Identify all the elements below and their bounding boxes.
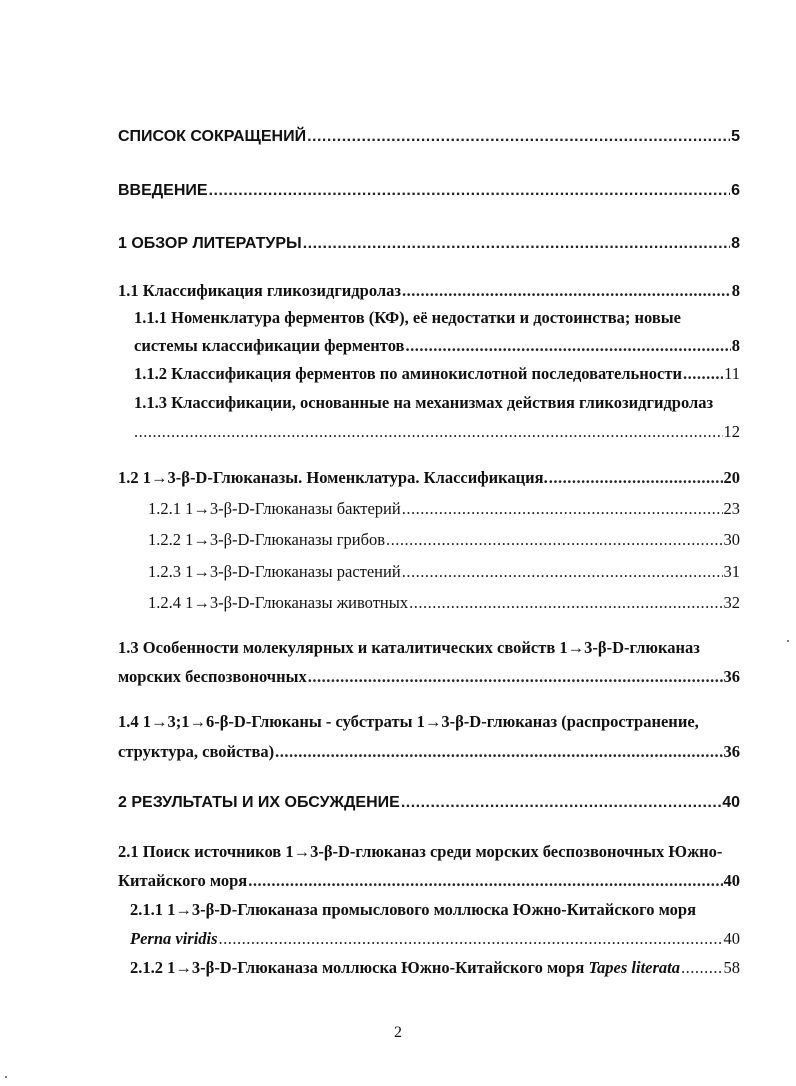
toc-page: 40 [723, 871, 740, 890]
scan-speck [5, 1076, 7, 1078]
toc-entry-chapter-2[interactable] [118, 794, 740, 812]
toc-title: Китайского моря [118, 871, 248, 890]
leader-dots [683, 364, 723, 384]
toc-page: 8 [731, 235, 740, 252]
toc-entry-chapter-1[interactable] [118, 235, 740, 253]
toc-entry-1-2[interactable] [118, 468, 740, 488]
leader-dots [134, 422, 723, 442]
toc-page: 11 [724, 364, 740, 383]
toc-page: 40 [723, 929, 740, 948]
toc-title-species: Perna viridis [130, 929, 218, 948]
toc-title: 1.2 1→3-β-D-Глюканазы. Номенклатура. Классификация. [118, 468, 548, 487]
toc-entry-introduction[interactable] [118, 182, 740, 200]
toc-title: 1.1.2 Классификация ферментов по аминокислотной последовательности [134, 364, 682, 383]
toc-entry-2-1-line1[interactable]: 2.1 Поиск источников 1→3-β-D-глюканаз среди морских беспозвоночных Южно- [118, 842, 723, 861]
toc-page: 30 [723, 530, 740, 549]
toc-entry-1-1-3-line1[interactable]: 1.1.3 Классификации, основанные на механизмах действия гликозидгидролаз [134, 393, 714, 412]
leader-dots [402, 281, 731, 301]
toc-title: системы классификации ферментов [134, 336, 405, 355]
toc-title: СПИСОК СОКРАЩЕНИЙ [118, 128, 307, 145]
toc-entry-1-2-3[interactable] [148, 562, 740, 582]
toc-page: 23 [723, 499, 740, 518]
toc-entry-1-2-1[interactable] [148, 499, 740, 519]
leader-dots [219, 929, 723, 949]
toc-page: 5 [731, 128, 740, 145]
leader-dots [405, 336, 730, 356]
toc-page: 31 [723, 562, 740, 581]
toc-page: 12 [723, 422, 740, 441]
leader-dots [401, 794, 721, 812]
toc-page: 40 [722, 794, 740, 811]
toc-entry-1-1-1[interactable] [134, 336, 740, 356]
leader-dots [308, 667, 723, 687]
leader-dots [409, 593, 722, 613]
toc-page: 36 [723, 667, 740, 686]
toc-page: 32 [723, 593, 740, 612]
leader-dots [307, 128, 730, 146]
leader-dots [275, 742, 722, 762]
toc-entry-2-1-1[interactable] [130, 929, 740, 949]
toc-title: 1 ОБЗОР ЛИТЕРАТУРЫ [118, 235, 302, 252]
toc-title: морских беспозвоночных [118, 667, 307, 686]
toc-entry-1-1[interactable] [118, 281, 740, 301]
toc-title-species: Tapes literata [588, 958, 680, 977]
toc-entry-1-2-2[interactable] [148, 530, 740, 550]
toc-entry-abbreviations[interactable] [118, 128, 740, 146]
toc-entry-1-4-line1[interactable]: 1.4 1→3;1→6-β-D-Глюканы - субстраты 1→3-β-D-глюканаз (распространение, [118, 712, 699, 731]
leader-dots [681, 958, 723, 978]
leader-dots [549, 468, 723, 488]
leader-dots [248, 871, 722, 891]
toc-page: 36 [723, 742, 740, 761]
toc-title: 1.2.2 1→3-β-D-Глюканазы грибов [148, 530, 386, 549]
toc-page: 20 [723, 468, 740, 487]
toc-entry-2-1-1-line1[interactable]: 2.1.1 1→3-β-D-Глюканаза промыслового моллюска Южно-Китайского моря [130, 900, 697, 919]
toc-page: 58 [723, 958, 740, 977]
toc-entry-1-1-3[interactable] [134, 422, 740, 442]
toc-title: 1.1 Классификация гликозидгидролаз [118, 281, 402, 300]
toc-title: ВВЕДЕНИЕ [118, 182, 208, 199]
toc-entry-1-4[interactable] [118, 742, 740, 762]
scan-speck [787, 640, 789, 642]
toc-entry-2-1[interactable] [118, 871, 740, 891]
leader-dots [303, 235, 730, 253]
toc-title: 1.2.1 1→3-β-D-Глюканазы бактерий [148, 499, 401, 518]
toc-title: 1.2.4 1→3-β-D-Глюканазы животных [148, 593, 409, 612]
leader-dots [386, 530, 722, 550]
leader-dots [402, 499, 723, 519]
toc-page: 6 [731, 182, 740, 199]
toc-title: структура, свойства) [118, 742, 275, 761]
toc-page: 8 [731, 336, 740, 355]
toc-entry-1-1-1-line1[interactable]: 1.1.1 Номенклатура ферментов (КФ), её недостатки и достоинства; новые [134, 308, 681, 327]
toc-entry-1-1-2[interactable] [134, 364, 740, 384]
page-number: 2 [394, 1024, 402, 1041]
leader-dots [402, 562, 723, 582]
toc-title: 2 РЕЗУЛЬТАТЫ И ИХ ОБСУЖДЕНИЕ [118, 794, 400, 811]
toc-page: 8 [731, 281, 740, 300]
toc-title: 2.1.2 1→3-β-D-Глюканаза моллюска Южно-Китайского моря [130, 958, 589, 977]
toc-title: 1.2.3 1→3-β-D-Глюканазы растений [148, 562, 401, 581]
toc-entry-1-3[interactable] [118, 667, 740, 687]
leader-dots [209, 182, 731, 200]
toc-entry-1-3-line1[interactable]: 1.3 Особенности молекулярных и каталитических свойств 1→3-β-D-глюканаз [118, 638, 700, 657]
toc-entry-1-2-4[interactable] [148, 593, 740, 613]
toc-entry-2-1-2[interactable] [130, 958, 740, 978]
